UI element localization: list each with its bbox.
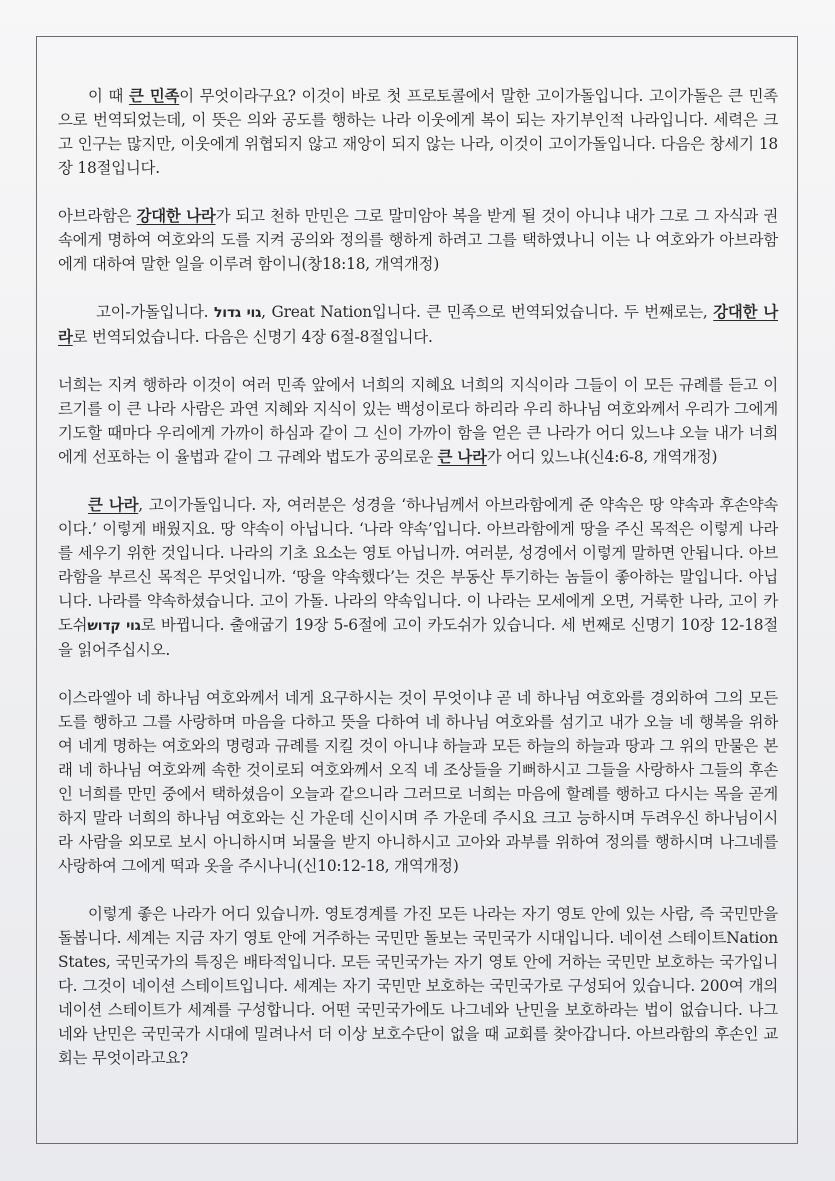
paragraph-3 <box>58 300 778 349</box>
emphasis-great-nation: 큰 나라 <box>437 448 487 466</box>
emphasis-great-nation: 큰 나라 <box>88 496 139 514</box>
paragraph-6-scripture: 이스라엘아 네 하나님 여호와께서 네게 요구하시는 것이 무엇이냐 곧 네 하나님 여호와를 경외하여 그의 모든 도를 행하고 그를 사랑하며 마음을 다하고 뜻을 다하여 네 하나님 여호와를 섬기고 내가 오늘 네 행복을 위하여 네게 명하는 여호와의 명령과 규례를 지킬 것이 아니냐 하늘과 모든 하늘의 하늘과 땅과 그 위의 만물은 본래 네 하나님 여호와께 속한 것이로되 여호와께서 오직 네 조상들을 기뻐하시고 그들을 사랑하사 그들의 후손인 너희를 만민 중에서 택하셨음이 오늘과 같으니라 그러므로 너희는 마음에 할례를 행하고 다시는 목을 곧게 하지 말라 너희의 하나님 여호와는 신 가운데 신이시며 주 가운데 주시요 크고 능하시며 두려우신 하나님이시라 사람을 외모로 보시 아니하시며 뇌물을 받지 아니하시고 고아와 과부를 위하여 정의를 행하시며 나그네를 사랑하여 그에게 떡과 옷을 주시나니(신10:12-18, 개역개정) <box>58 689 778 875</box>
hebrew-goy-gadol: גוי גדול <box>214 305 262 321</box>
text: 가 되고 천하 만민은 그로 말미암아 복을 받게 될 것이 아니냐 내가 그로 그 자식과 권속에게 명하여 여호와의 도를 지켜 공의와 정의를 행하게 하려고 그를 택하였나니 이는 나 여호와가 아브라함에게 대하여 말한 일을 이루려 함이니(창18:18, 개역개정) <box>58 207 778 273</box>
text: 이 무엇이라구요? 이것이 바로 첫 프로토콜에서 말한 고이가돌입니다. 고이가돌은 큰 민족으로 번역되었는데, 이 뜻은 의와 공도를 행하는 나라 이웃에게 복이 되는 자기부인적 나라입니다. 세력은 크고 인구는 많지만, 이웃에게 위협되지 않고 재앙이 되지 않는 나라, 이것이 고이가돌입니다. 다음은 창세기 18장 18절입니다. <box>58 87 778 177</box>
paragraph-1 <box>58 84 778 180</box>
paragraph-2-scripture <box>58 204 778 276</box>
paragraph-4-scripture <box>58 373 778 469</box>
emphasis-great-people: 큰 민족 <box>128 87 180 105</box>
paragraph-5 <box>58 493 778 662</box>
document-body <box>58 84 778 1070</box>
text: 로 바뀝니다. 출애굽기 19장 5-6절에 고이 카도쉬가 있습니다. 세 번째로 신명기 10장 12-18절을 읽어주십시오. <box>58 616 778 659</box>
text: 너희는 지켜 행하라 이것이 여러 민족 앞에서 너희의 지혜요 너희의 지식이라 그들이 이 모든 규례를 듣고 이르기를 이 큰 나라 사람은 과연 지혜와 지식이 있는 백성이로다 하리라 우리 하나님 여호와께서 우리가 그에게 기도할 때마다 우리에게 가까이 하심과 같이 그 신이 가까이 함을 얻은 큰 나라가 어디 있느냐 오늘 내가 너희에게 선포하는 이 율법과 같이 그 규례와 법도가 공의로운 <box>58 376 778 466</box>
emphasis-mighty-nation: 강대한 나라 <box>58 303 779 346</box>
paragraph-7: 이렇게 좋은 나라가 어디 있습니까. 영토경계를 가진 모든 나라는 자기 영토 안에 있는 사람, 즉 국민만을 돌봅니다. 세계는 지금 자기 영토 안에 거주하는 국민만 돌보는 국민국가 시대입니다. 네이션 스테이트Nation States, 국민국가의 특징은 배타적입니다. 모든 국민국가는 자기 영토 안에 거하는 국민만 보호하는 국가입니다. 그것이 네이션 스테이트입니다. 세계는 자기 국민만 보호하는 국민국가로 구성되어 있습니다. 200여 개의 네이션 스테이트가 세계를 구성합니다. 어떤 국민국가에도 나그네와 난민을 보호하라는 법이 없습니다. 나그네와 난민은 국민국가 시대에 밀려나서 더 이상 보호수단이 없을 때 교회를 찾아갑니다. 아브라함의 후손인 교회는 무엇이라고요? <box>58 905 778 1067</box>
text: , 고이가돌입니다. 자, 여러분은 성경을 ‘하나님께서 아브라함에게 준 약속은 땅 약속과 후손약속이다.’ 이렇게 배웠지요. 땅 약속이 아닙니다. ‘나라 약속’입니다. 아브라함에게 땅을 주신 목적은 이렇게 나라를 세우기 위한 것입니다. 나라의 기초 요소는 영토 아닙니까. 여러분, 성경에서 이렇게 말하면 안됩니다. 아브라함을 부르신 목적은 무엇입니까. ‘땅을 약속했다’는 것은 부동산 투기하는 놈들이 좋아하는 말입니다. 아닙니다. 나라를 약속하셨습니다. 고이 가돌. 나라의 약속입니다. 이 나라는 모세에게 오면, 거룩한 나라, 고이 카도쉬 <box>58 496 778 634</box>
text: 고이-가돌입니다. <box>96 303 214 321</box>
text: 이 때 <box>88 87 129 105</box>
text: , Great Nation입니다. 큰 민족으로 번역되었습니다. 두 번째로는, <box>261 303 714 321</box>
emphasis-mighty-nation: 강대한 나라 <box>136 207 216 225</box>
text: 가 어디 있느냐(신4:6-8, 개역개정) <box>486 448 718 466</box>
text: 아브라함은 <box>58 207 137 225</box>
text: 로 번역되었습니다. 다음은 신명기 4장 6절-8절입니다. <box>72 328 433 346</box>
hebrew-goy-kadosh: גוי קדוש <box>87 618 141 634</box>
